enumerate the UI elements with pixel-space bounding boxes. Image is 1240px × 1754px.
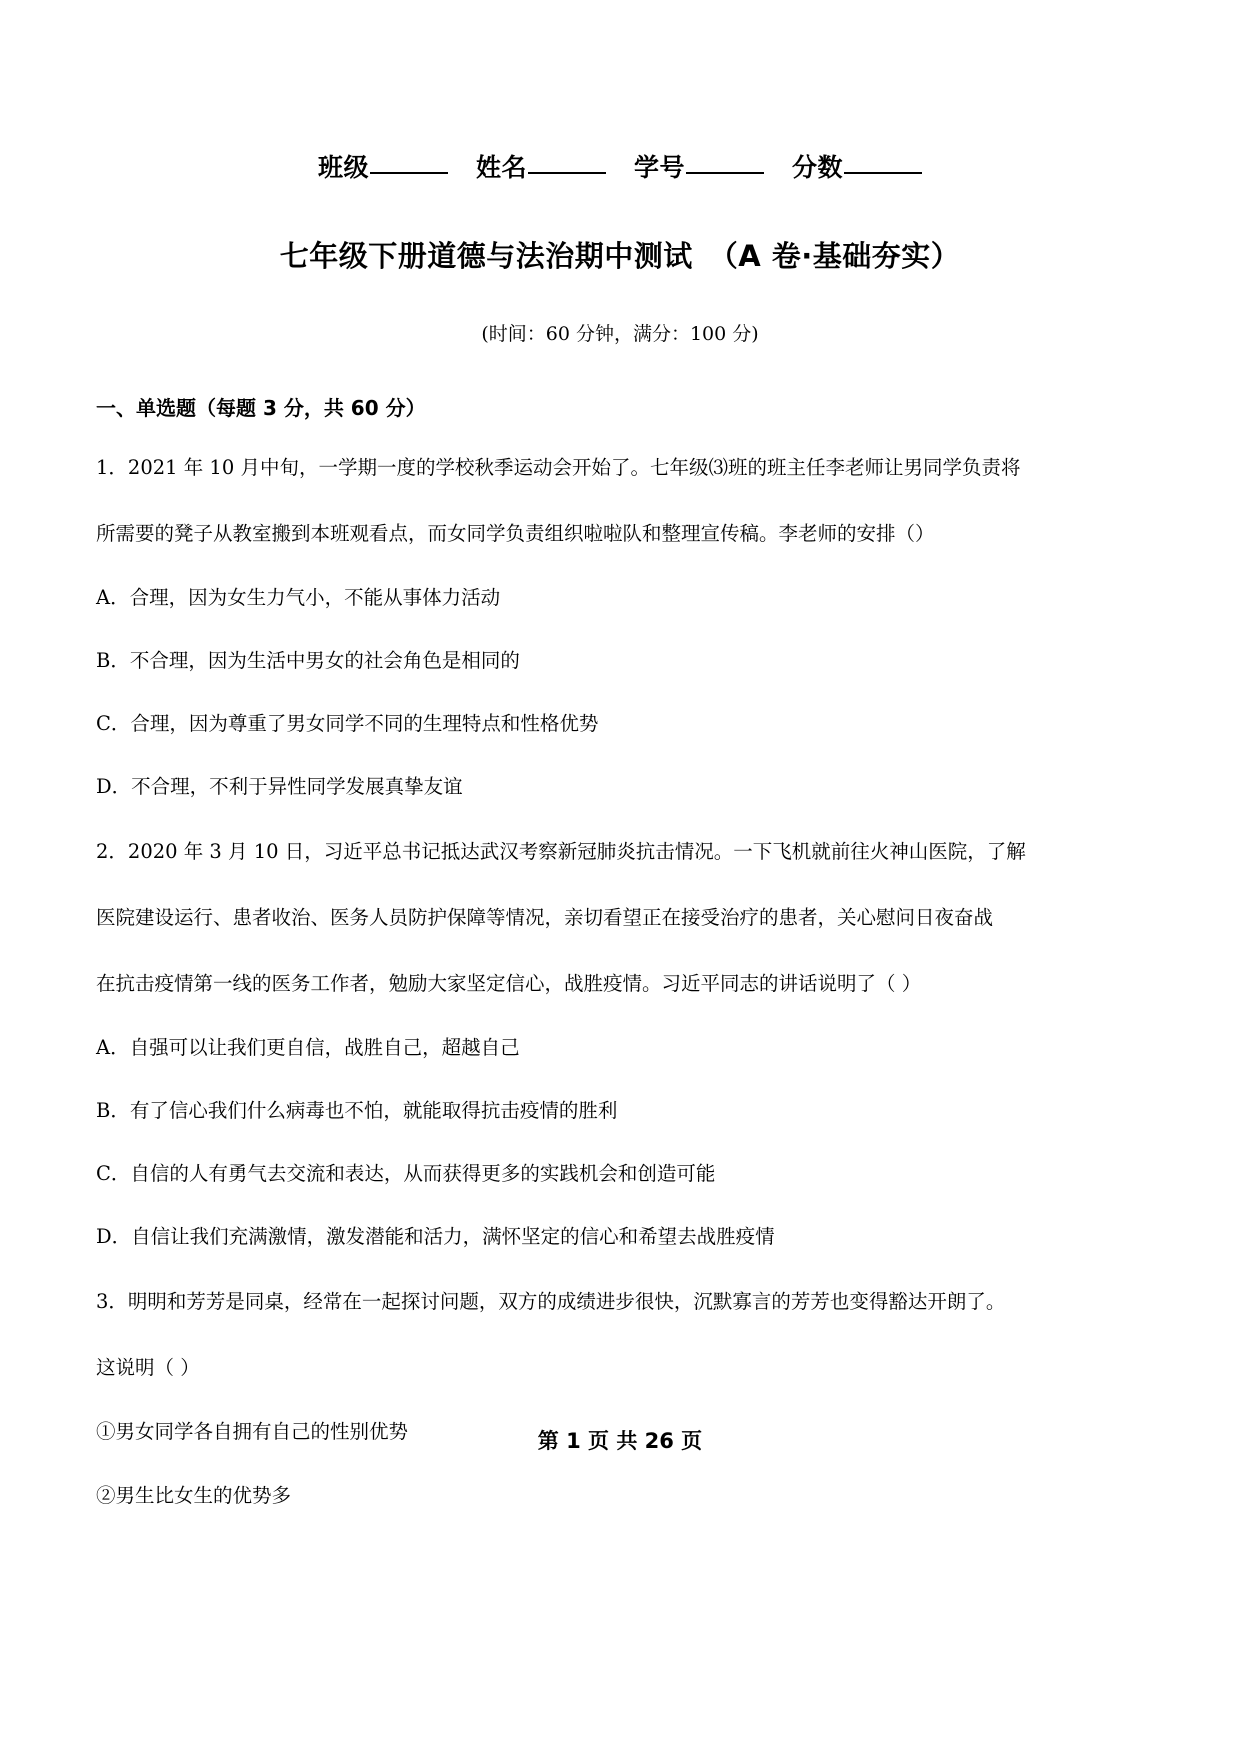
field-class-blank[interactable] (370, 171, 448, 174)
question-2-option-d[interactable]: D．自信让我们充满激情，激发潜能和活力，满怀坚定的信心和希望去战胜疫情 (96, 1225, 775, 1249)
question-2-option-c[interactable]: C．自信的人有勇气去交流和表达，从而获得更多的实践机会和创造可能 (96, 1162, 716, 1186)
question-2-stem-line-1: 2．2020 年 3 月 10 日，习近平总书记抵达武汉考察新冠肺炎抗击情况。一下飞机就前往火神山医院，了解 (96, 840, 1026, 864)
field-student-id-blank[interactable] (686, 171, 764, 174)
student-info-line (96, 148, 1144, 184)
page-footer: 第 1 页 共 26 页 (537, 1429, 703, 1453)
question-3-stem-line-2: 这说明（ ） (96, 1356, 200, 1380)
page-subtitle: (时间：60 分钟，满分：100 分) (481, 323, 759, 345)
question-2-option-b[interactable]: B．有了信心我们什么病毒也不怕，就能取得抗击疫情的胜利 (96, 1099, 618, 1123)
field-student-id (634, 148, 764, 184)
question-1-option-d[interactable]: D．不合理，不利于异性同学发展真挚友谊 (96, 775, 463, 799)
field-class (318, 148, 448, 184)
field-name (476, 148, 606, 184)
field-score (792, 148, 922, 184)
field-score-label: 分数 (792, 153, 844, 182)
question-1-stem-line-2: 所需要的凳子从教室搬到本班观看点，而女同学负责组织啦啦队和整理宣传稿。李老师的安排（） (96, 522, 935, 546)
page-title (96, 234, 1144, 275)
field-student-id-label: 学号 (634, 153, 686, 182)
question-1-stem-line-1: 1．2021 年 10 月中旬，一学期一度的学校秋季运动会开始了。七年级⑶班的班主任李老师让男同学负责将 (96, 456, 1021, 479)
field-name-label: 姓名 (475, 153, 527, 182)
question-1-option-b[interactable]: B．不合理，因为生活中男女的社会角色是相同的 (96, 649, 520, 673)
question-2-stem-line-3: 在抗击疫情第一线的医务工作者，勉励大家坚定信心，战胜疫情。习近平同志的讲话说明了（ ） (96, 972, 922, 996)
question-2-stem-line-2: 医院建设运行、患者收治、医务人员防护保障等情况，亲切看望正在接受治疗的患者，关心慰问日夜奋战 (96, 906, 994, 930)
field-name-blank[interactable] (528, 171, 606, 174)
field-score-blank[interactable] (844, 171, 922, 174)
question-3-sub-item-2: ②男生比女生的优势多 (96, 1483, 292, 1507)
page-title-main: 七年级下册道德与法治期中测试 (279, 239, 693, 273)
question-3-stem-line-1: 3．明明和芳芳是同桌，经常在一起探讨问题，双方的成绩进步很快，沉默寡言的芳芳也变得豁达开朗了。 (96, 1290, 1006, 1314)
question-1-option-a[interactable]: A．合理，因为女生力气小，不能从事体力活动 (96, 586, 501, 610)
question-1-option-c[interactable]: C．合理，因为尊重了男女同学不同的生理特点和性格优势 (96, 712, 599, 736)
page-content (96, 0, 1144, 1514)
page-title-volume: （A 卷·基础夯实） (708, 239, 961, 273)
question-2-option-a[interactable]: A．自强可以让我们更自信，战胜自己，超越自己 (96, 1036, 520, 1060)
section-heading-single-choice: 一、单选题（每题 3 分，共 60 分） (96, 396, 426, 420)
field-class-label: 班级 (317, 153, 369, 182)
question-3-sub-item-1: ①男女同学各自拥有自己的性别优势 (96, 1420, 409, 1444)
